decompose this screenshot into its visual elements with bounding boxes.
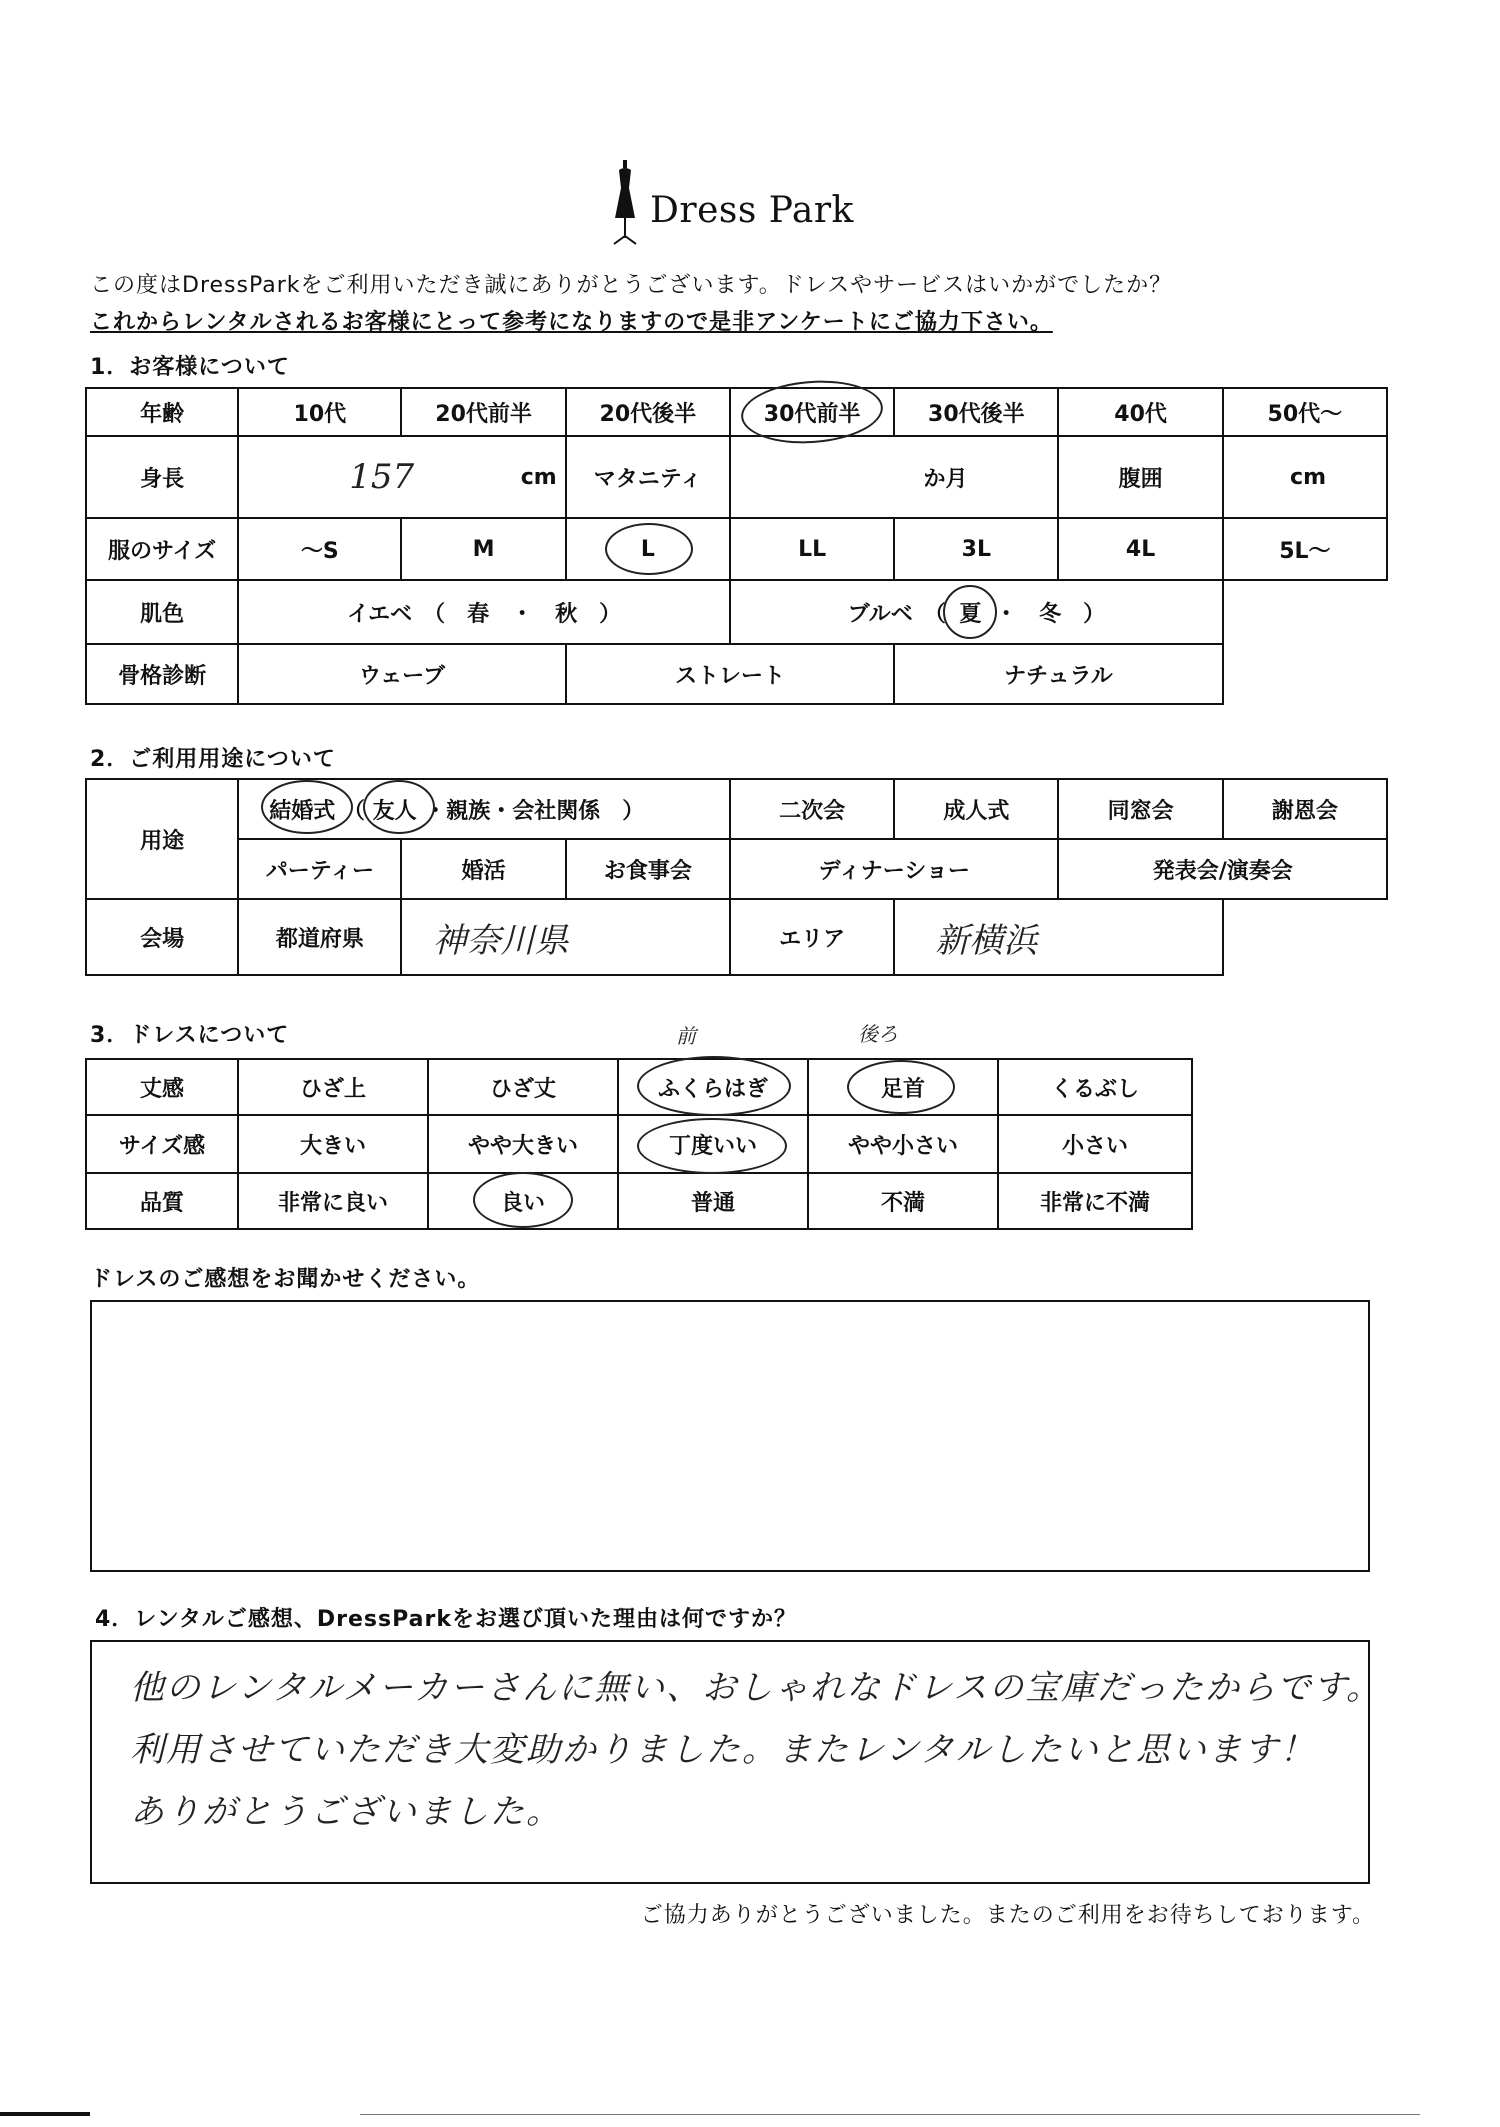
purpose-wedding-group[interactable] <box>238 779 730 839</box>
quality-option[interactable]: 不満 <box>808 1173 998 1229</box>
age-option[interactable]: 10代 <box>238 388 401 436</box>
purpose-label: 用途 <box>86 779 238 899</box>
fit-option[interactable]: やや小さい <box>808 1115 998 1173</box>
scan-mark <box>0 2112 90 2116</box>
purpose-option[interactable]: 婚活 <box>401 839 565 899</box>
maternity-field[interactable] <box>730 436 1059 518</box>
age-option-label: 30代前半 <box>763 401 861 427</box>
purpose-option[interactable]: 二次会 <box>730 779 894 839</box>
section-3-title: 3．ドレスについて <box>90 1023 290 1048</box>
size-option[interactable]: M <box>401 518 565 580</box>
area-value: 新横浜 <box>935 920 1038 961</box>
height-value: 157 <box>349 457 415 497</box>
purpose-friend <box>373 794 417 825</box>
empty-cell <box>1223 644 1387 704</box>
fit-label: サイズ感 <box>86 1115 238 1173</box>
skin-summer <box>953 597 987 628</box>
maternity-label: マタニティ <box>566 436 730 518</box>
section-4-title: 4．レンタルご感想、DressParkをお選び頂いた理由は何ですか？ <box>95 1607 797 1632</box>
fit-option-label: 丁度いい <box>668 1133 757 1159</box>
age-option-selected[interactable] <box>730 388 894 436</box>
scan-line <box>360 2114 1420 2115</box>
venue-label: 会場 <box>86 899 238 975</box>
reason-line: ありがとうございました。 <box>130 1792 562 1832</box>
size-label: 服のサイズ <box>86 518 238 580</box>
purpose-option[interactable]: お食事会 <box>566 839 730 899</box>
dress-comment-box[interactable] <box>90 1300 1370 1572</box>
note-front: 前 <box>676 1024 696 1048</box>
size-option[interactable]: 3L <box>894 518 1058 580</box>
section-1-title: 1．お客様について <box>90 355 290 380</box>
quality-option[interactable]: 非常に良い <box>238 1173 428 1229</box>
brand-logo <box>610 160 870 250</box>
length-label: 丈感 <box>86 1059 238 1115</box>
length-option-selected[interactable] <box>808 1059 998 1115</box>
height-field[interactable] <box>238 436 566 518</box>
frame-label: 骨格診断 <box>86 644 238 704</box>
size-option-selected[interactable] <box>566 518 730 580</box>
paren-open: （ <box>342 798 365 824</box>
skin-blue-suffix: ・ 冬 ） <box>995 601 1106 627</box>
note-back: 後ろ <box>858 1022 898 1046</box>
quality-option[interactable]: 非常に不満 <box>998 1173 1192 1229</box>
purpose-option[interactable]: 謝恩会 <box>1223 779 1387 839</box>
purpose-option[interactable]: ディナーショー <box>730 839 1059 899</box>
brand-name: Dress Park <box>650 190 854 231</box>
size-option[interactable]: 4L <box>1058 518 1222 580</box>
age-label: 年齢 <box>86 388 238 436</box>
dress-comment-label: ドレスのご感想をお聞かせください。 <box>90 1267 481 1292</box>
skin-label: 肌色 <box>86 580 238 644</box>
size-option[interactable]: 5L～ <box>1223 518 1387 580</box>
quality-option[interactable]: 普通 <box>618 1173 808 1229</box>
intro-text: この度はDressParkをご利用いただき誠にありがとうございます。ドレスやサービスはいかがでしたか？ <box>90 273 1173 298</box>
size-option[interactable]: LL <box>730 518 894 580</box>
age-option[interactable]: 40代 <box>1058 388 1222 436</box>
fit-option-selected[interactable] <box>618 1115 808 1173</box>
purpose-wedding-label: 結婚式 <box>269 798 336 824</box>
empty-cell <box>1223 899 1387 975</box>
purpose-wedding <box>269 794 335 825</box>
prefecture-field[interactable] <box>401 899 730 975</box>
length-option[interactable]: ひざ上 <box>238 1059 428 1115</box>
skin-summer-label: 夏 <box>959 601 982 627</box>
skin-blue-prefix: ブルベ （ <box>847 601 946 627</box>
length-option-label: ふくらはぎ <box>657 1076 768 1102</box>
length-option[interactable]: くるぶし <box>998 1059 1192 1115</box>
purpose-option[interactable]: 同窓会 <box>1058 779 1222 839</box>
purpose-option[interactable]: 成人式 <box>894 779 1058 839</box>
dress-table <box>85 1058 1193 1230</box>
area-label: エリア <box>730 899 894 975</box>
purpose-option[interactable]: 発表会/演奏会 <box>1058 839 1387 899</box>
footer-thanks: ご協力ありがとうございました。またのご利用をお待ちしております。 <box>640 1903 1375 1928</box>
reason-line: 利用させていただき大変助かりました。またレンタルしたいと思います！ <box>130 1730 1316 1770</box>
purpose-option[interactable]: パーティー <box>238 839 401 899</box>
empty-cell <box>1223 580 1387 644</box>
age-option[interactable]: 30代後半 <box>894 388 1058 436</box>
height-label: 身長 <box>86 436 238 518</box>
section-2-title: 2．ご利用用途について <box>90 747 336 772</box>
quality-option-selected[interactable] <box>428 1173 618 1229</box>
purpose-friend-label: 友人 <box>372 798 417 824</box>
waist-field[interactable] <box>1223 436 1387 518</box>
months-unit: か月 <box>923 466 968 492</box>
fit-option[interactable]: 大きい <box>238 1115 428 1173</box>
area-field[interactable] <box>894 899 1223 975</box>
waist-unit: cm <box>1290 464 1326 490</box>
size-option[interactable]: ～S <box>238 518 401 580</box>
size-option-label: L <box>640 536 655 562</box>
age-option[interactable]: 20代前半 <box>401 388 565 436</box>
intro-request: これからレンタルされるお客様にとって参考になりますので是非アンケートにご協力下さい。 <box>90 310 1053 335</box>
frame-option[interactable]: ストレート <box>566 644 895 704</box>
frame-option[interactable]: ナチュラル <box>894 644 1223 704</box>
reason-line: 他のレンタルメーカーさんに無い、おしゃれなドレスの宝庫だったからです。 <box>130 1668 1383 1708</box>
height-unit: cm <box>520 464 557 490</box>
skin-blue[interactable] <box>730 580 1223 644</box>
waist-label: 腹囲 <box>1058 436 1222 518</box>
purpose-relation: ・親族・会社関係 ） <box>424 798 645 824</box>
quality-label: 品質 <box>86 1173 238 1229</box>
length-option[interactable]: ひざ丈 <box>428 1059 618 1115</box>
quality-option-label: 良い <box>500 1190 545 1216</box>
fit-option[interactable]: 小さい <box>998 1115 1192 1173</box>
age-option[interactable]: 20代後半 <box>566 388 730 436</box>
fit-option[interactable]: やや大きい <box>428 1115 618 1173</box>
prefecture-label: 都道府県 <box>238 899 401 975</box>
usage-table <box>85 778 1388 976</box>
length-option-selected[interactable] <box>618 1059 808 1115</box>
age-option[interactable]: 50代～ <box>1223 388 1387 436</box>
customer-info-table <box>85 387 1388 705</box>
prefecture-value: 神奈川県 <box>432 920 569 961</box>
frame-option[interactable]: ウェーブ <box>238 644 566 704</box>
skin-yellow[interactable]: イエベ （ 春 ・ 秋 ） <box>238 580 730 644</box>
dress-form-icon <box>610 160 640 250</box>
length-option-label: 足首 <box>880 1076 925 1102</box>
